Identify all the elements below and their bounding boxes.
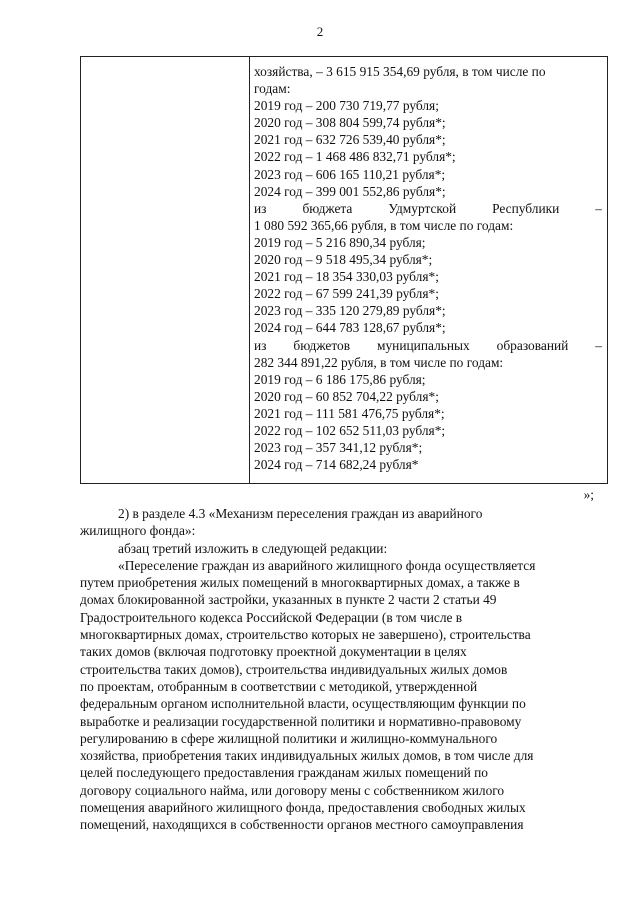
funding-line: 2021 год – 18 354 330,03 рубля*; xyxy=(254,269,439,285)
document-body xyxy=(80,505,608,834)
quote-line: строительства таких домов), строительства индивидуальных жилых домов xyxy=(80,661,508,677)
quote-line: регулированию в сфере жилищной политики и жилищно-коммунального xyxy=(80,730,498,746)
funding-line: годам: xyxy=(254,81,291,97)
funding-line: 2022 год – 67 599 241,39 рубля*; xyxy=(254,286,439,302)
closing-quote-mark: »; xyxy=(583,487,594,502)
funding-line: 2019 год – 5 216 890,34 рубля; xyxy=(254,234,426,250)
quote-line: хозяйства, приобретения таких индивидуальных жилых домов, в том числе для xyxy=(80,748,534,764)
word: Удмуртской xyxy=(388,200,457,216)
word: муниципальных xyxy=(377,337,470,353)
quote-line: «Переселение граждан из аварийного жилищного фонда осуществляется xyxy=(118,557,536,573)
word: бюджетов xyxy=(293,337,351,353)
funding-line: 2023 год – 335 120 279,89 рубля*; xyxy=(254,303,446,319)
quote-line: Градостроительного кодекса Российской Федерации (в том числе в xyxy=(80,609,463,625)
instruction-paragraph: абзац третий изложить в следующей редакции: xyxy=(118,540,388,556)
word: – xyxy=(595,200,602,216)
funding-line: 1 080 592 365,66 рубля, в том числе по годам: xyxy=(254,217,514,233)
quote-line: по проектам, отобранным в соответствии с методикой, утвержденной xyxy=(80,678,478,694)
funding-line: 2020 год – 308 804 599,74 рубля*; xyxy=(254,115,446,131)
item-2-line: жилищного фонда»: xyxy=(80,523,196,539)
table-column-divider xyxy=(249,57,250,483)
word: из xyxy=(254,200,267,216)
quote-line: выработке и реализации государственной политики и нормативно-правовому xyxy=(80,713,522,729)
quote-line: многоквартирных домах, строительство которых не завершено), строительства xyxy=(80,627,531,643)
word: из xyxy=(254,337,267,353)
funding-line: 282 344 891,22 рубля, в том числе по годам: xyxy=(254,354,504,370)
funding-line: 2024 год – 399 001 552,86 рубля*; xyxy=(254,183,446,199)
quote-line: домах блокированной застройки, указанных в пункте 2 части 2 статьи 49 xyxy=(80,592,497,608)
page-number: 2 xyxy=(316,24,324,39)
funding-line: 2024 год – 644 783 128,67 рубля*; xyxy=(254,320,446,336)
funding-line: 2023 год – 357 341,12 рубля*; xyxy=(254,440,423,456)
municipal-budget-heading xyxy=(254,337,602,354)
quote-line: помещений, находящихся в собственности органов местного самоуправления xyxy=(80,817,524,833)
funding-line: 2019 год – 6 186 175,86 рубля; xyxy=(254,371,426,387)
quote-line: целей последующего предоставления гражданам жилых помещений по xyxy=(80,765,488,781)
funding-line: 2022 год – 102 652 511,03 рубля*; xyxy=(254,422,446,438)
word: бюджета xyxy=(302,200,353,216)
funding-table xyxy=(80,56,608,484)
funding-line: 2021 год – 632 726 539,40 рубля*; xyxy=(254,132,446,148)
quote-line: договору социального найма, или договору мены с собственником жилого xyxy=(80,782,505,798)
funding-line: 2020 год – 60 852 704,22 рубля*; xyxy=(254,388,439,404)
word: Республики xyxy=(492,200,560,216)
quote-line: помещения аварийного жилищного фонда, предоставления свободных жилых xyxy=(80,800,526,816)
quote-line: таких домов (включая подготовку проектной документации в целях xyxy=(80,644,467,660)
quote-line: федеральным органом исполнительной власти, осуществляющим функции по xyxy=(80,696,526,712)
word: – xyxy=(595,337,602,353)
funding-line: 2024 год – 714 682,24 рубля* xyxy=(254,457,419,473)
funding-line: 2019 год – 200 730 719,77 рубля; xyxy=(254,98,439,114)
word: образований xyxy=(496,337,569,353)
funding-line: 2023 год – 606 165 110,21 рубля*; xyxy=(254,166,446,182)
funding-line: 2020 год – 9 518 495,34 рубля*; xyxy=(254,252,433,268)
funding-line: 2022 год – 1 468 486 832,71 рубля*; xyxy=(254,149,456,165)
funding-line: 2021 год – 111 581 476,75 рубля*; xyxy=(254,405,445,421)
quote-line: путем приобретения жилых помещений в многоквартирных домах, а также в xyxy=(80,575,520,591)
funding-line: хозяйства, – 3 615 915 354,69 рубля, в том числе по xyxy=(254,64,546,79)
item-2-line: 2) в разделе 4.3 «Механизм переселения граждан из аварийного xyxy=(118,506,483,521)
funding-cell xyxy=(254,63,602,473)
udmurt-budget-heading xyxy=(254,200,602,217)
